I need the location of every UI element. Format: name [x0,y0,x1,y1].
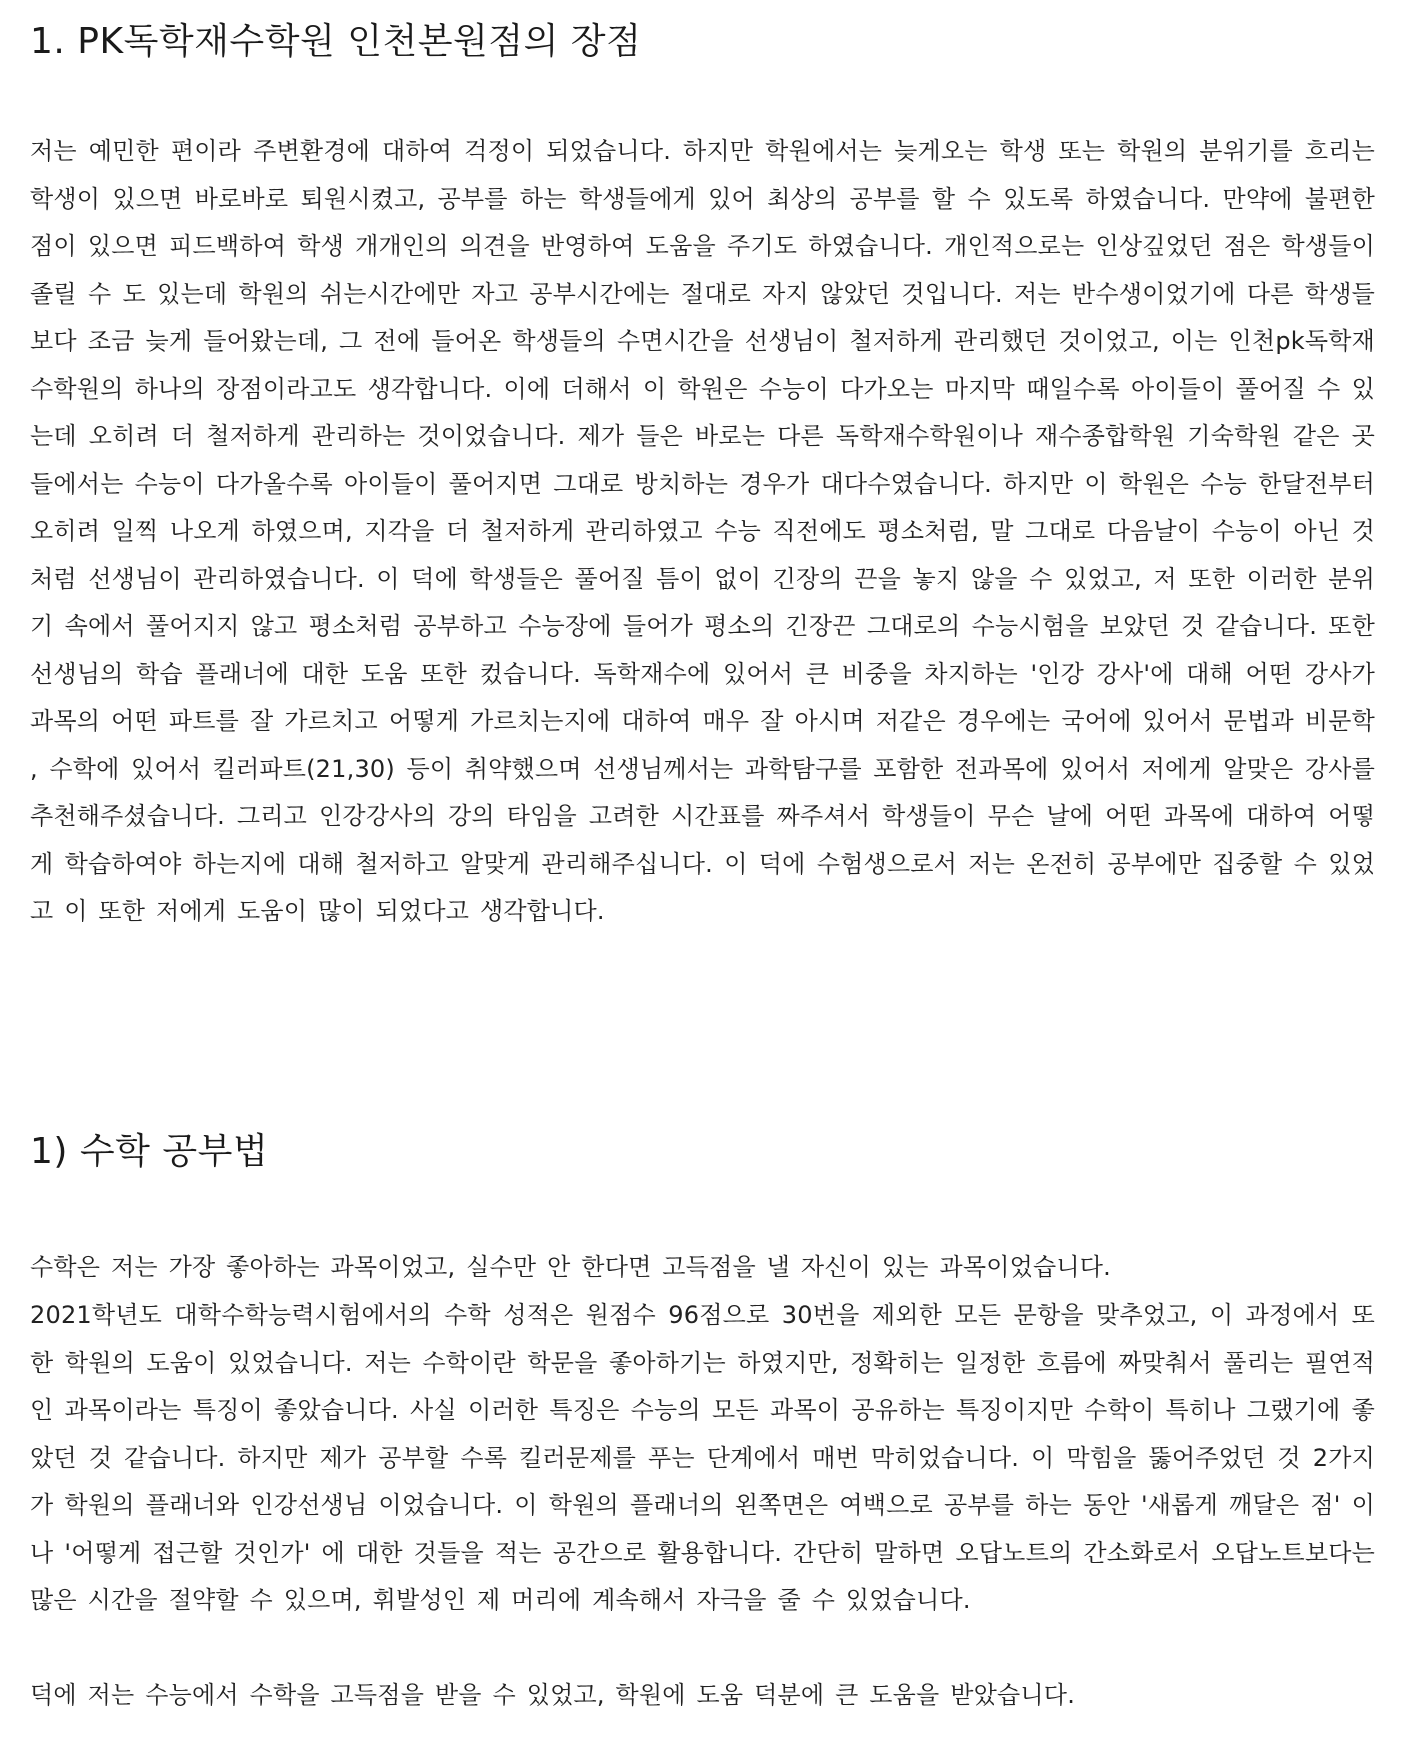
math-body-paragraph: 2021학년도 대학수학능력시험에서의 수학 성적은 원점수 96점으로 30번을 제외한 모든 문항을 맞추었고, 이 과정에서 또한 학원의 도움이 있었습니다. 저는 수학이란 학문을 좋아하기는 하였지만, 정확히는 일정한 흐름에 짜맞춰서 풀리는 필연적인 과목이라는 특징이 좋았습니다. 사실 이러한 특징은 수능의 모든 과목이 공유하는 특징이지만 수학이 특히나 그랬기에 좋았던 것 같습니다. 하지만 제가 공부할 수록 킬러문제를 푸는 단계에서 매번 막히었습니다. 이 막힘을 뚫어주었던 것 2가지가 학원의 플래너와 인강선생님 이었습니다. 이 학원의 플래너의 왼쪽면은 여백으로 공부를 하는 동안 '새롭게 깨달은 점' 이나 '어떻게 접근할 것인가' 에 대한 것들을 적는 공간으로 활용합니다. 간단히 말하면 오답노트의 간소화로서 오답노트보다는 많은 시간을 절약할 수 있으며, 휘발성인 제 머리에 계속해서 자극을 줄 수 있었습니다. [30,1301,1375,1614]
math-intro-paragraph: 수학은 저는 가장 좋아하는 과목이었고, 실수만 안 한다면 고득점을 낼 자신이 있는 과목이었습니다. [30,1253,1111,1281]
advantages-paragraph: 저는 예민한 편이라 주변환경에 대하여 걱정이 되었습니다. 하지만 학원에서는 늦게오는 학생 또는 학원의 분위기를 흐리는 학생이 있으면 바로바로 퇴원시켰고, 공부를 하는 학생들에게 있어 최상의 공부를 할 수 있도록 하였습니다. 만약에 불편한 점이 있으면 피드백하여 학생 개개인의 의견을 반영하여 도움을 주기도 하였습니다. 개인적으로는 인상깊었던 점은 학생들이 졸릴 수 도 있는데 학원의 쉬는시간에만 자고 공부시간에는 절대로 자지 않았던 것입니다. 저는 반수생이었기에 다른 학생들보다 조금 늦게 들어왔는데, 그 전에 들어온 학생들의 수면시간을 선생님이 철저하게 관리했던 것이었고, 이는 인천pk독학재수학원의 하나의 장점이라고도 생각합니다. 이에 더해서 이 학원은 수능이 다가오는 마지막 때일수록 아이들이 풀어질 수 있는데 오히려 더 철저하게 관리하는 것이었습니다. 제가 들은 바로는 다른 독학재수학원이나 재수종합학원 기숙학원 같은 곳들에서는 수능이 다가올수록 아이들이 풀어지면 그대로 방치하는 경우가 대다수였습니다. 하지만 이 학원은 수능 한달전부터 오히려 일찍 나오게 하였으며, 지각을 더 철저하게 관리하였고 수능 직전에도 평소처럼, 말 그대로 다음날이 수능이 아닌 것처럼 선생님이 관리하였습니다. 이 덕에 학생들은 풀어질 틈이 없이 긴장의 끈을 놓지 않을 수 있었고, 저 또한 이러한 분위기 속에서 풀어지지 않고 평소처럼 공부하고 수능장에 들어가 평소의 긴장끈 그대로의 수능시험을 보았던 것 같습니다. 또한 선생님의 학습 플래너에 대한 도움 또한 컸습니다. 독학재수에 있어서 큰 비중을 차지하는 '인강 강사'에 대해 어떤 강사가 과목의 어떤 파트를 잘 가르치고 어떻게 가르치는지에 대하여 매우 잘 아시며 저같은 경우에는 국어에 있어서 문법과 비문학 , 수학에 있어서 킬러파트(21,30) 등이 취약했으며 선생님께서는 과학탐구를 포함한 전과목에 있어서 저에게 알맞은 강사를 추천해주셨습니다. 그리고 인강강사의 강의 타임을 고려한 시간표를 짜주셔서 학생들이 무슨 날에 어떤 과목에 대하여 어떻게 학습하여야 하는지에 대해 철저하고 알맞게 관리해주십니다. 이 덕에 수험생으로서 저는 온전히 공부에만 집중할 수 있었고 이 또한 저에게 도움이 많이 되었다고 생각합니다. [30,137,1375,925]
section-heading-advantages: 1. PK독학재수학원 인천본원점의 장점 [30,21,642,62]
section-heading-math-study: 1) 수학 공부법 [30,1131,269,1172]
math-closing-paragraph: 덕에 저는 수능에서 수학을 고득점을 받을 수 있었고, 학원에 도움 덕분에 큰 도움을 받았습니다. [30,1681,1076,1709]
